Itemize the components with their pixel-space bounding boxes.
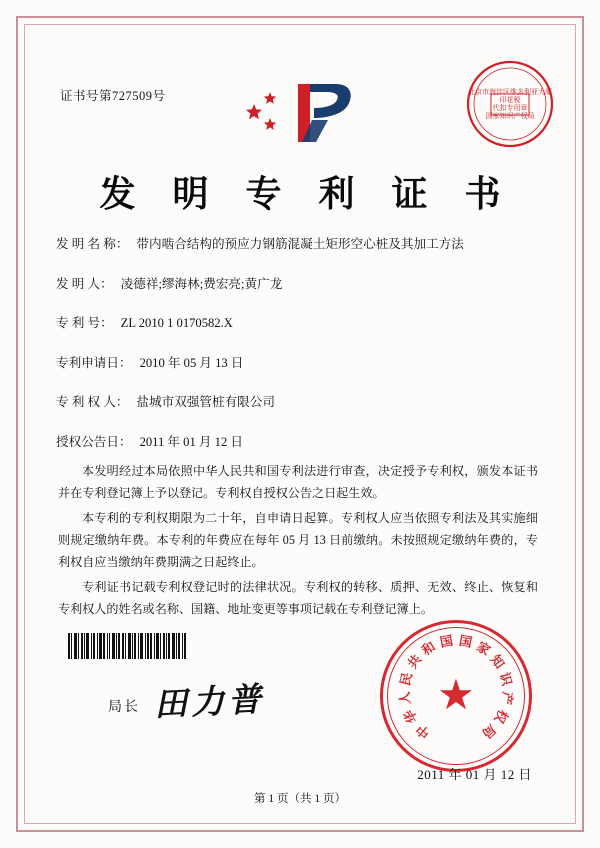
legal-paragraph-3: 专利证书记载专利权登记时的法律状况。专利权的转移、质押、无效、终止、恢复和专利权人的姓名或名称、国籍、地址变更等事项记载在专利登记簿上。: [58, 579, 538, 617]
field-row-application-date: [56, 352, 548, 371]
tax-stamp-text: [464, 58, 556, 150]
tax-stamp-line2: 印花税: [499, 95, 521, 104]
corner-ornament-bottom-right: [558, 806, 576, 824]
corner-ornament-bottom-left: [24, 806, 42, 824]
patent-fields-list: [56, 233, 548, 470]
seal-star-icon: ★: [437, 673, 475, 719]
seal-character: 国: [438, 632, 455, 650]
legal-paragraph-1: 本发明经过本局依照中华人民共和国专利法进行审查，决定授予专利权，颁发本证书并在专利登记簿上予以登记。专利权自授权公告之日起生效。: [58, 464, 538, 501]
certificate-number: 证书号第727509号: [60, 89, 166, 103]
field-label-patentee: 专 利 权 人：: [56, 395, 129, 409]
seal-character: 和: [418, 638, 438, 659]
field-value-invention-name: 带内啮合结构的预应力钢筋混凝土矩形空心桩及其加工方法: [136, 237, 464, 251]
seal-character: 民: [397, 670, 416, 688]
seal-character: 产: [498, 690, 516, 706]
field-value-application-date: 2010 年 05 月 13 日: [139, 355, 244, 370]
seal-issue-date: 2011 年 01 月 12 日: [417, 767, 532, 782]
field-row-grant-date: [56, 431, 548, 450]
tax-stamp-line1: 北京市海淀区维多利亚大厦: [468, 87, 552, 96]
seal-character: 中: [413, 721, 433, 742]
seal-character: 权: [491, 707, 511, 726]
national-office-seal: [380, 620, 532, 772]
legal-body-text: [58, 460, 538, 623]
field-value-patentee: 盐城市双强管桩有限公司: [136, 395, 275, 409]
patent-office-logo-icon: [240, 78, 360, 148]
field-row-inventors: [56, 273, 548, 292]
seal-character: 人: [396, 690, 414, 706]
field-label-patent-number: 专 利 号：: [56, 316, 113, 330]
field-label-application-date: 专利申请日：: [56, 355, 132, 370]
field-row-invention-name: [56, 233, 548, 252]
seal-character: 识: [496, 670, 515, 688]
seal-character: 知: [487, 651, 508, 672]
seal-character: 共: [404, 651, 425, 672]
field-value-patent-number: ZL 2010 1 0170582.X: [120, 316, 233, 330]
legal-paragraph-2: 本专利的专利权期限为二十年，自申请日起算。专利权人应当依照专利法及其实施细则规定缴纳年费。本专利的年费应在每年 05 月 13 日前缴纳。未按照规定缴纳年费的，专利权自应当缴纳年费期满之日起终止。: [58, 510, 538, 570]
seal-character: 华: [401, 707, 421, 726]
page-footer: 第 1 页（共 1 页）: [254, 793, 346, 805]
director-signature: 田力普: [153, 682, 267, 724]
field-value-grant-date: 2011 年 01 月 12 日: [139, 434, 243, 449]
field-label-inventors: 发 明 人：: [56, 276, 113, 291]
director-label: 局长: [108, 700, 140, 715]
corner-ornament-top-right: [558, 24, 576, 42]
field-row-patentee: [56, 391, 548, 410]
field-value-inventors: 凌德祥;缪海林;费宏亮;黄广龙: [120, 276, 283, 291]
seal-character: 家: [474, 638, 494, 659]
seal-character: 局: [479, 721, 499, 742]
field-label-invention-name: 发 明 名 称：: [56, 237, 129, 251]
corner-ornament-top-left: [24, 24, 42, 42]
certificate-title: 发 明 专 利 证 书: [99, 174, 515, 214]
seal-character: 国: [457, 632, 474, 650]
barcode: [68, 633, 236, 659]
field-row-patent-number: [56, 312, 548, 331]
tax-stamp-line4: 国家知识产权局: [485, 112, 535, 121]
field-label-grant-date: 授权公告日：: [56, 434, 132, 449]
certificate-content: [46, 48, 554, 804]
tax-stamp-line3: 代扣专用章: [492, 104, 528, 112]
tax-stamp-seal: [464, 58, 556, 150]
